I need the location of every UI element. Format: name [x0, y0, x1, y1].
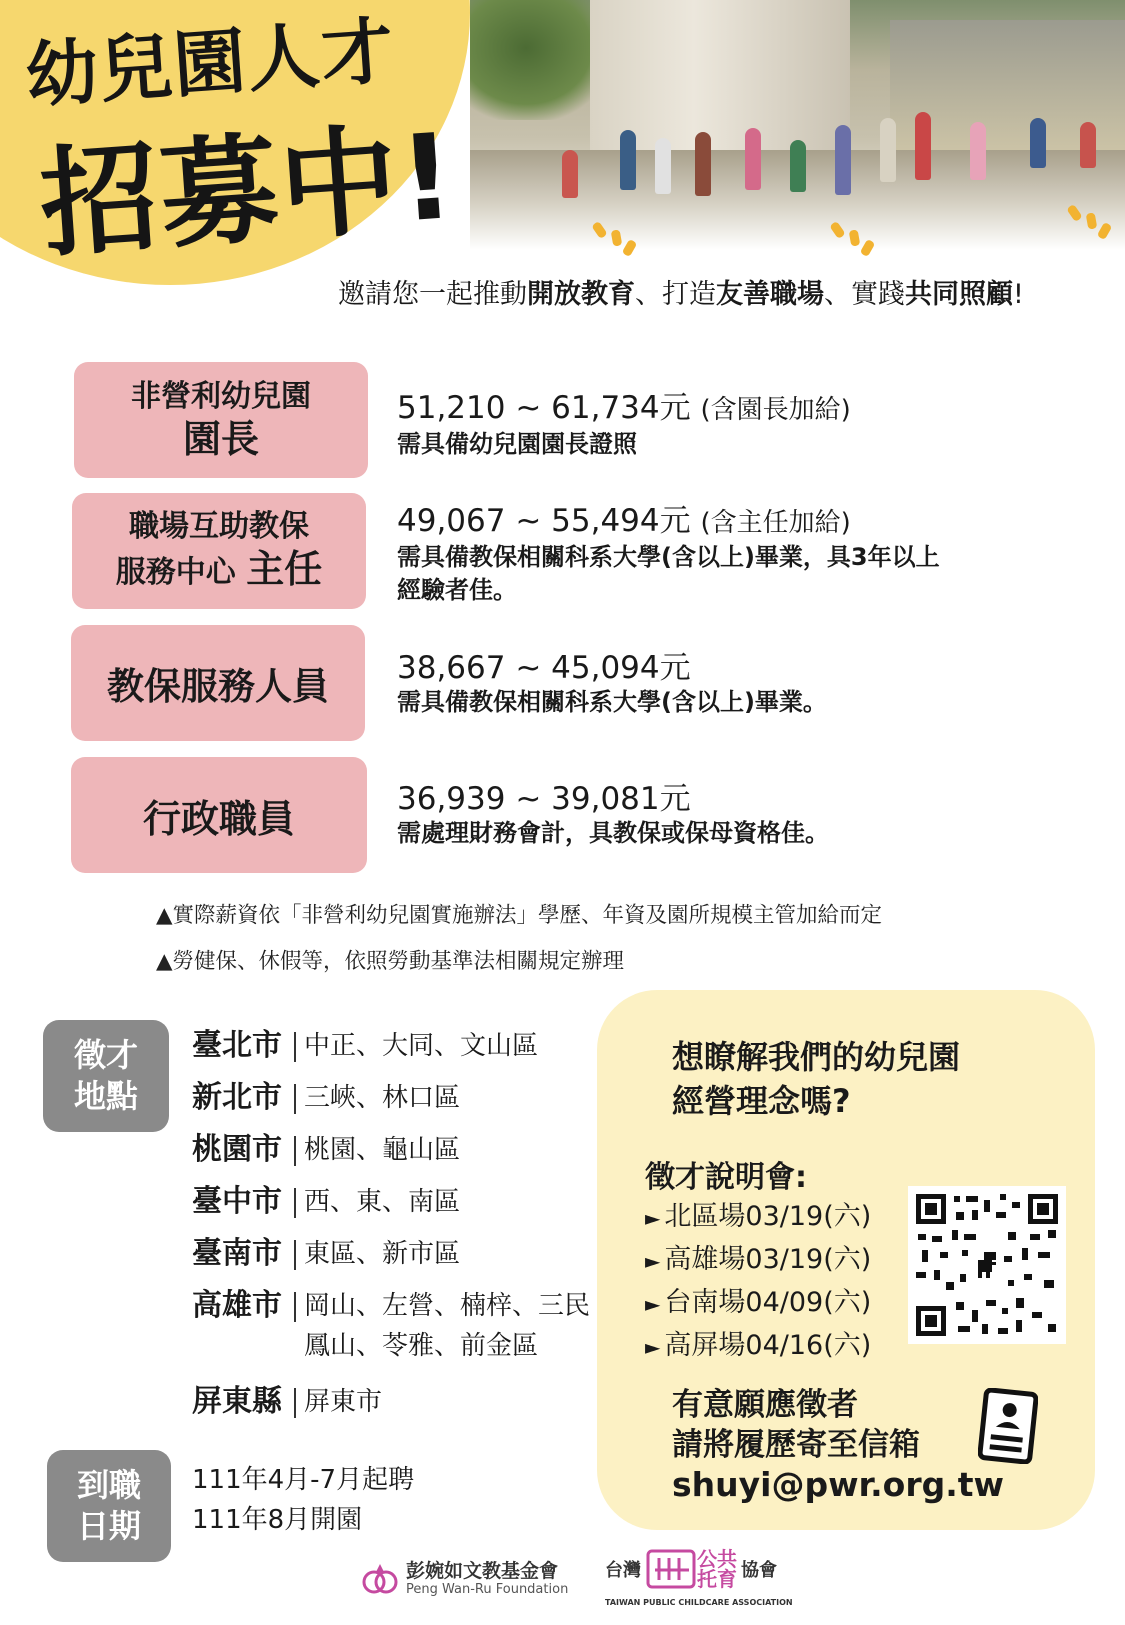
city-row-new-taipei: 新北市 三峽、林口區: [192, 1080, 461, 1115]
locations-tag: 徵才 地點: [43, 1020, 169, 1132]
job-tag-admin: 行政職員: [71, 757, 367, 873]
qr-code[interactable]: [908, 1186, 1066, 1344]
salary: 38,667 ~ 45,094元: [397, 650, 691, 686]
qr-code-image: [912, 1190, 1062, 1340]
tagline: 邀請您一起推動開放教育、打造友善職場、實踐共同照顧!: [338, 279, 1024, 310]
job-info-admin: 36,939 ~ 39,081元 需處理財務會計，具教保或保母資格佳。: [397, 781, 829, 847]
start-date-tag: 到職 日期: [47, 1450, 171, 1562]
association-logo-icon: [645, 1548, 697, 1590]
city-row-taipei: 臺北市 中正、大同、文山區: [192, 1028, 539, 1063]
foundation-logo-icon: [360, 1558, 400, 1598]
job-info-director: 49,067 ~ 55,494元 (含主任加給) 需具備教保相關科系大學(含以上)畢業，具3年以上 經驗者佳。: [397, 503, 940, 604]
email-link[interactable]: shuyi@pwr.org.tw: [672, 1465, 1005, 1504]
session-item: ► 台南場04/09(六): [645, 1287, 872, 1318]
session-item: ► 北區場03/19(六): [645, 1201, 872, 1232]
apply-instructions: 有意願應徵者 請將履歷寄至信箱 shuyi@pwr.org.tw: [672, 1387, 1005, 1504]
city-row-taoyuan: 桃園市 桃園、龜山區: [192, 1132, 461, 1167]
salary: 49,067 ~ 55,494元 (含主任加給): [397, 503, 851, 539]
association-logo: 台灣 公共 托育 協會 TAIWAN PUBLIC CHILDCARE ASSOCIATION: [605, 1547, 793, 1607]
city-row-taichung: 臺中市 西、東、南區: [192, 1184, 461, 1219]
salary: 51,210 ~ 61,734元 (含園長加給): [397, 390, 851, 426]
city-row-kaohsiung: 高雄市 岡山、左營、楠梓、三民 鳳山、苓雅、前金區: [192, 1288, 591, 1361]
resume-icon: [978, 1388, 1038, 1468]
session-item: ► 高屏場04/16(六): [645, 1330, 872, 1361]
city-row-tainan: 臺南市 東區、新市區: [192, 1236, 461, 1271]
job-tag-director: 職場互助教保 服務中心 主任: [72, 493, 366, 609]
hero-title-line2: 招募中!: [35, 106, 461, 274]
start-date-text: 111年4月-7月起聘 111年8月開園: [192, 1465, 415, 1535]
footnote-insurance: ▲勞健保、休假等，依照勞動基準法相關規定辦理: [156, 949, 625, 974]
job-tag-principal: 非營利幼兒園 園長: [74, 362, 368, 478]
session-list: [645, 1196, 871, 1368]
hero-title-line1: 幼兒園人才: [23, 8, 399, 118]
sessions-title: 徵才說明會:: [645, 1160, 807, 1195]
job-tag-educator: 教保服務人員: [71, 625, 365, 741]
hero-photo-children-playground: [470, 0, 1125, 250]
city-row-pingtung: 屏東縣 屏東市: [192, 1384, 383, 1419]
footnote-salary: ▲實際薪資依「非營利幼兒園實施辦法」學歷、年資及園所規模主管加給而定: [156, 903, 883, 928]
foundation-logo: 彭婉如文教基金會 Peng Wan-Ru Foundation: [360, 1558, 568, 1598]
job-info-educator: 38,667 ~ 45,094元 需具備教保相關科系大學(含以上)畢業。: [397, 650, 827, 716]
salary: 36,939 ~ 39,081元: [397, 781, 691, 817]
session-item: ► 高雄場03/19(六): [645, 1244, 872, 1275]
panel-question: 想瞭解我們的幼兒園 經營理念嗎?: [672, 1038, 961, 1120]
job-info-principal: 51,210 ~ 61,734元 (含園長加給) 需具備幼兒園園長證照: [397, 390, 851, 458]
